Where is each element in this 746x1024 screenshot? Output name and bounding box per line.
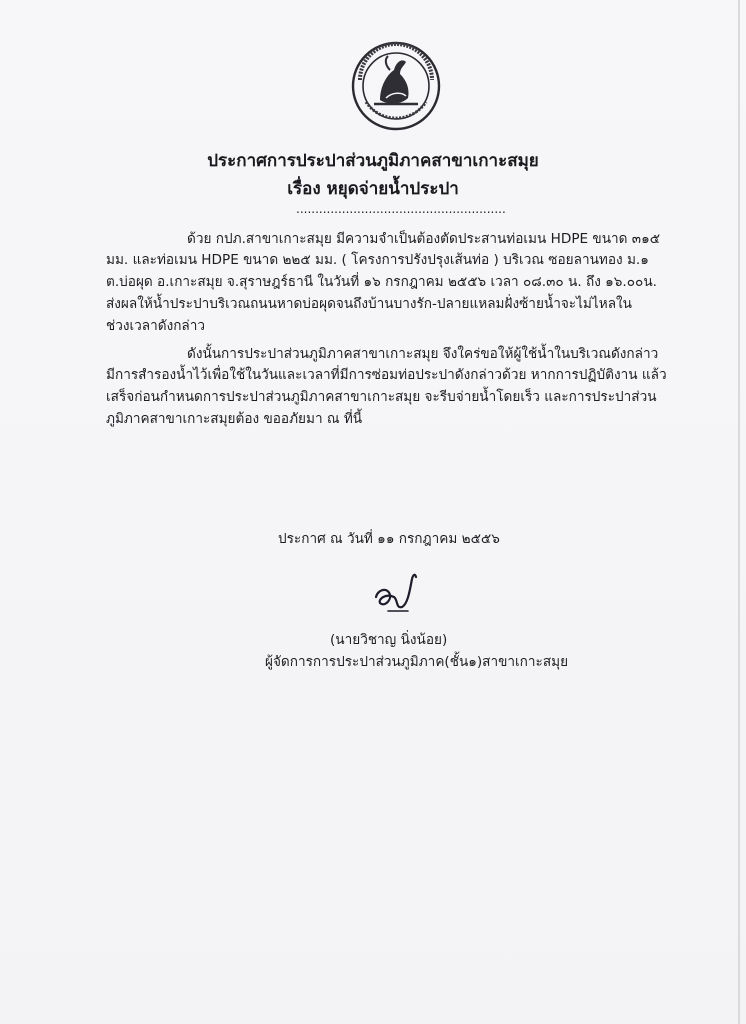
announcement-date: ประกาศ ณ วันที่ ๑๑ กรกฎาคม ๒๕๕๖ xyxy=(278,531,500,547)
paragraph2-line1: ดังนั้นการประปาส่วนภูมิภาคสาขาเกาะสมุย จึงใคร่ขอให้ผู้ใช้น้ำในบริเวณดังกล่าว xyxy=(187,346,659,362)
paragraph1-line1: ด้วย กปภ.สาขาเกาะสมุย มีความจำเป็นต้องตัดประสานท่อเมน HDPE ขนาด ๓๑๕ xyxy=(187,231,661,247)
pwa-emblem-icon xyxy=(350,40,442,132)
announcement-title: ประกาศการประปาส่วนภูมิภาคสาขาเกาะสมุย xyxy=(207,151,539,171)
title-divider: ....................................................... xyxy=(296,202,506,216)
paragraph2-line3: เสร็จก่อนกำหนดการประปาส่วนภูมิภาคสาขาเกาะสมุย จะรีบจ่ายน้ำโดยเร็ว และการประปาส่วน xyxy=(106,389,657,405)
announcement-subject: เรื่อง หยุดจ่ายน้ำประปา xyxy=(287,179,459,199)
signature-icon xyxy=(368,567,424,617)
signer-name: (นายวิชาญ นิ่งน้อย) xyxy=(330,632,448,648)
paragraph2-line4: ภูมิภาคสาขาเกาะสมุยต้อง ขออภัยมา ณ ที่นี้ xyxy=(106,411,363,427)
paragraph2-line2: มีการสำรองน้ำไว้เพื่อใช้ในวันและเวลาที่มีการซ่อมท่อประปาดังกล่าวด้วย หากการปฏิบัติงาน แล้ว xyxy=(106,367,667,383)
signer-title: ผู้จัดการการประปาส่วนภูมิภาค(ชั้น๑)สาขาเกาะสมุย xyxy=(265,654,569,670)
paragraph1-line5: ช่วงเวลาดังกล่าว xyxy=(106,318,206,334)
paragraph1-line4: ส่งผลให้น้ำประปาบริเวณถนนหาดบ่อผุดจนถึงบ้านบางรัก-ปลายแหลมฝั่งซ้ายน้ำจะไม่ไหลใน xyxy=(106,296,632,312)
paragraph1-line3: ต.บ่อผุด อ.เกาะสมุย จ.สุราษฎร์ธานี ในวันที่ ๑๖ กรกฎาคม ๒๕๕๖ เวลา ๐๘.๓๐ น. ถึง ๑๖.๐๐น. xyxy=(106,274,657,290)
paragraph1-line2: มม. และท่อเมน HDPE ขนาด ๒๒๕ มม. ( โครงการปรังปรุงเส้นท่อ ) บริเวณ ซอยลานทอง ม.๑ xyxy=(106,252,649,268)
